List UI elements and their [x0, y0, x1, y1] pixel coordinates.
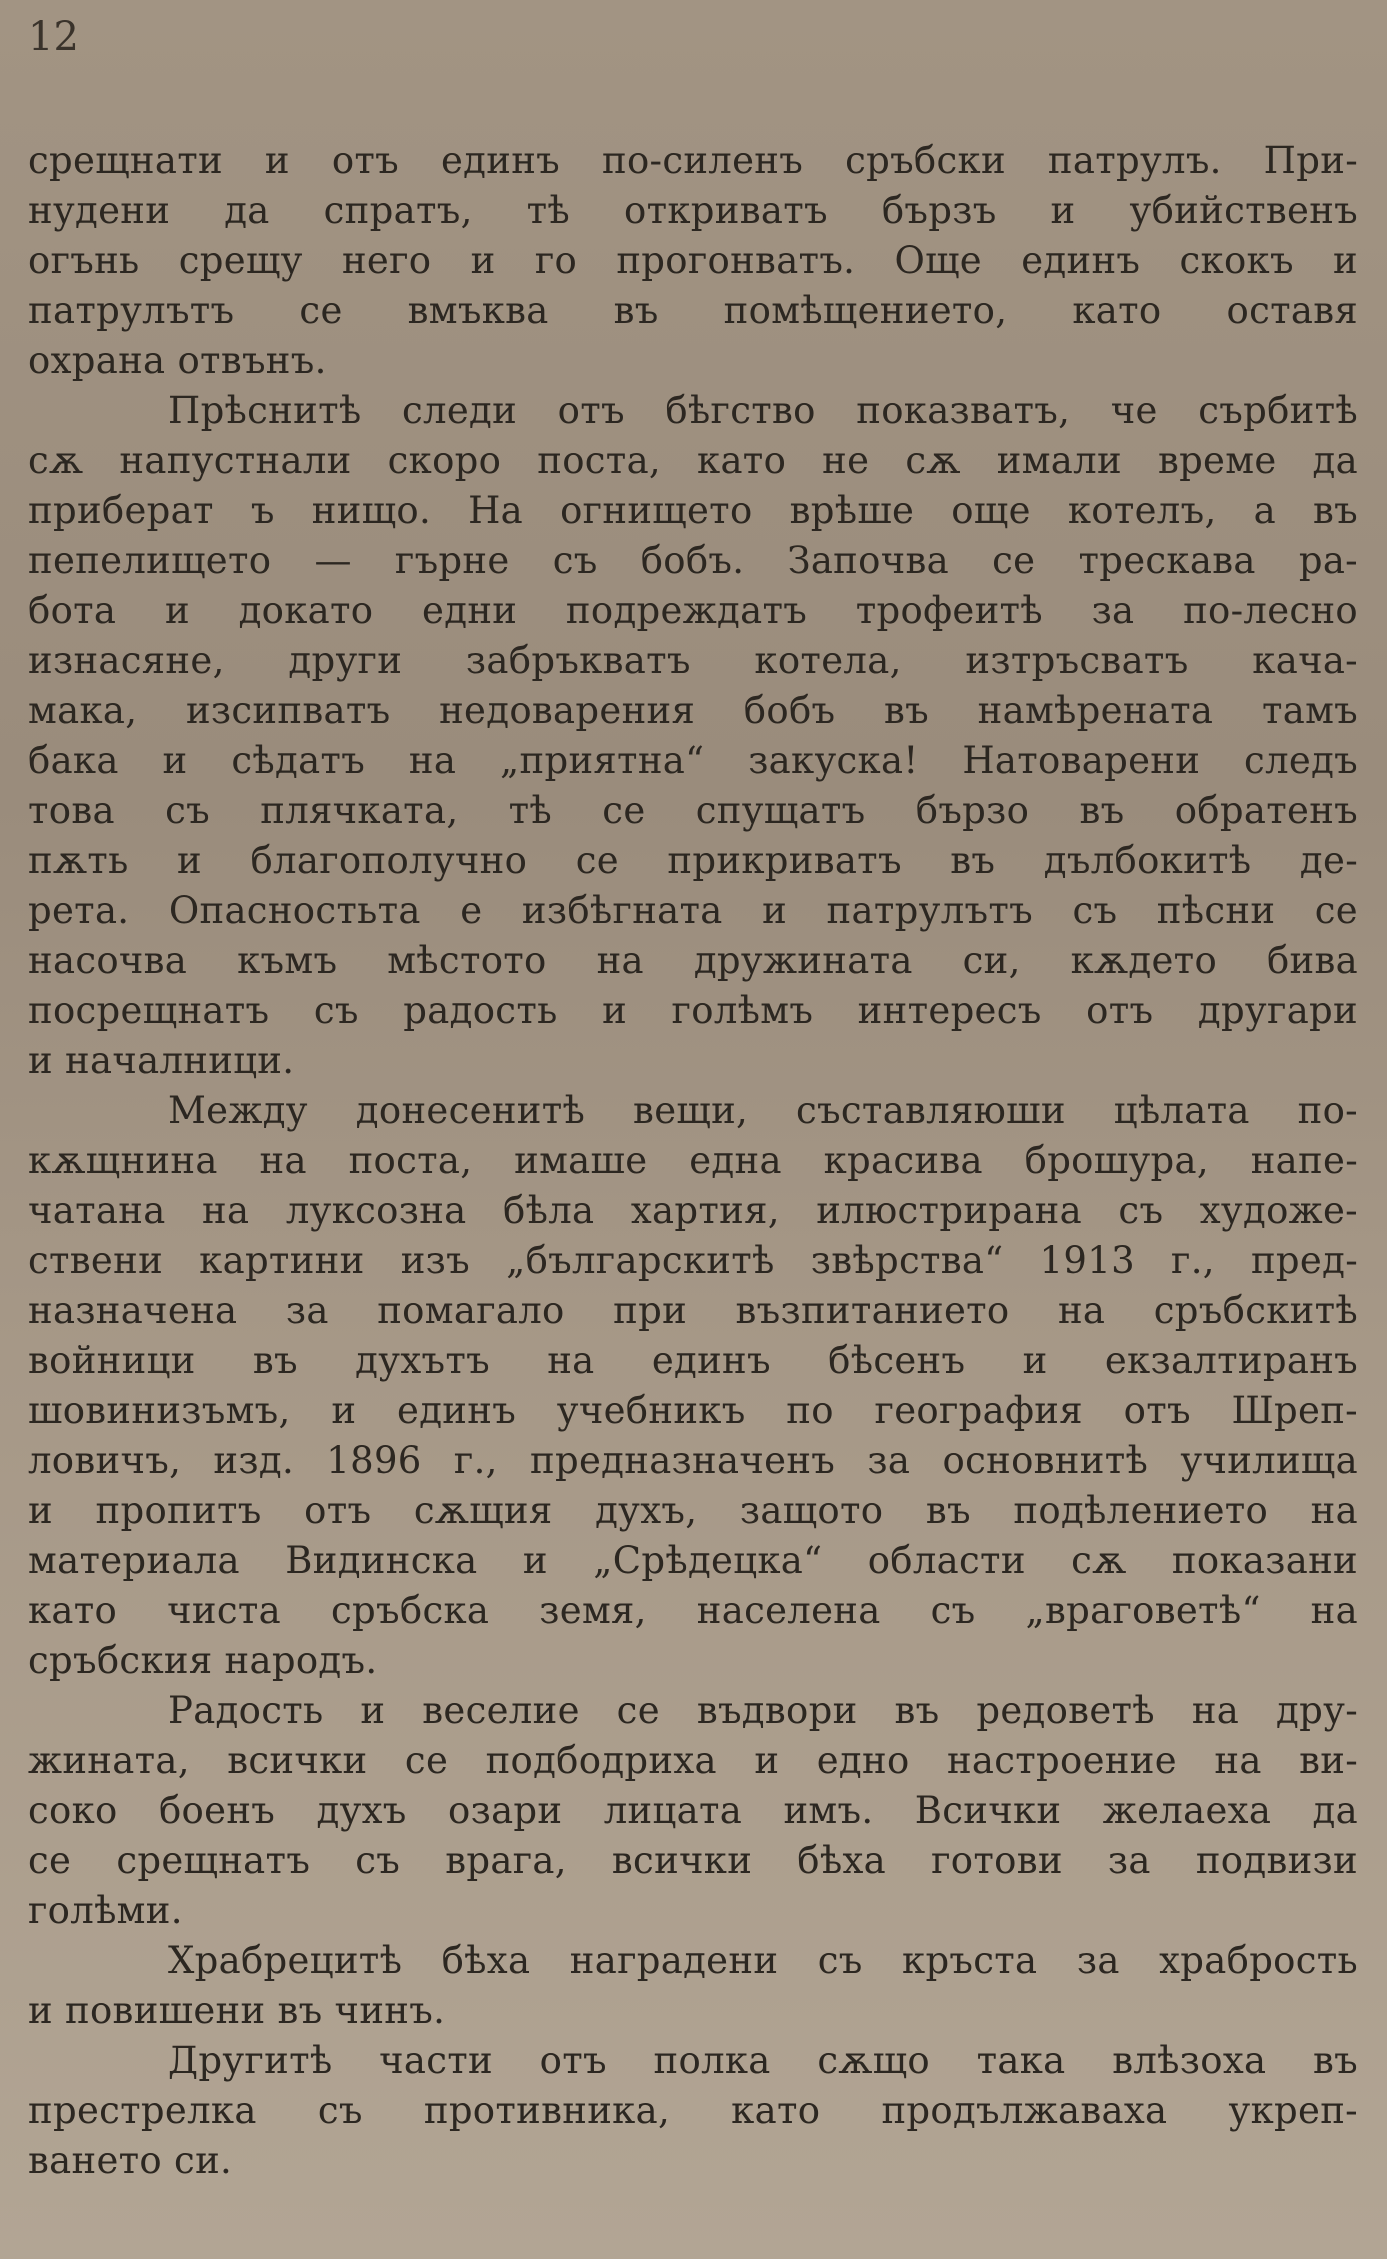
text-line: материала Видинска и „Срѣдецка“ области сѫ показани: [28, 1539, 1358, 1582]
text-line: сѫ напустнали скоро поста, като не сѫ имали време да: [28, 439, 1358, 482]
page-number: 12: [28, 14, 79, 60]
text-line: ването си.: [28, 2139, 233, 2182]
text-line: приберат ъ нищо. На огнището врѣше още котелъ, а въ: [28, 489, 1358, 532]
text-line: огънь срещу него и го прогонватъ. Още единъ скокъ и: [28, 239, 1358, 282]
text-line: соко боенъ духъ озари лицата имъ. Всички желаеха да: [28, 1789, 1358, 1832]
text-line: посрещнатъ съ радость и голѣмъ интересъ отъ другари: [28, 989, 1358, 1032]
paragraph: [28, 1086, 1358, 1686]
text-line: се срещнатъ съ врага, всички бѣха готови за подвизи: [28, 1839, 1358, 1882]
text-line: като чиста сръбска земя, населена съ „враговетѣ“ на: [28, 1589, 1358, 1632]
text-line: Между донесенитѣ вещи, съставляюши цѣлата по-: [168, 1089, 1358, 1132]
paragraph: [28, 1936, 1358, 2036]
paragraph: [28, 1686, 1358, 1936]
paragraph: [28, 386, 1358, 1086]
text-line: и пропитъ отъ сѫщия духъ, защото въ подѣлението на: [28, 1489, 1358, 1532]
text-line: назначена за помагало при възпитанието на сръбскитѣ: [28, 1289, 1358, 1332]
text-line: Прѣснитѣ следи отъ бѣгство показватъ, че сърбитѣ: [168, 389, 1358, 432]
text-line: Другитѣ части отъ полка сѫщо така влѣзоха въ: [168, 2039, 1358, 2082]
paragraph: [28, 136, 1358, 386]
body-text: [28, 136, 1358, 2186]
text-line: нудени да спратъ, тѣ откриватъ бързъ и убийственъ: [28, 189, 1358, 232]
text-line: ловичъ, изд. 1896 г., предназначенъ за основнитѣ училища: [28, 1439, 1358, 1482]
paragraph: [28, 2036, 1358, 2186]
text-line: войници въ духътъ на единъ бѣсенъ и екзалтиранъ: [28, 1339, 1358, 1382]
text-line: Храбрецитѣ бѣха наградени съ кръста за храбрость: [168, 1939, 1358, 1982]
text-line: насочва къмъ мѣстото на дружината си, кѫдето бива: [28, 939, 1358, 982]
text-line: пѫть и благополучно се прикриватъ въ дълбокитѣ де-: [28, 839, 1358, 882]
text-line: пепелището — гърне съ бобъ. Започва се трескава ра-: [28, 539, 1358, 582]
text-line: Радость и веселие се въдвори въ редоветѣ на дру-: [168, 1689, 1358, 1732]
text-line: шовинизъмъ, и единъ учебникъ по география отъ Шреп-: [28, 1389, 1358, 1432]
text-line: патрулътъ се вмъква въ помѣщението, като оставя: [28, 289, 1358, 332]
text-line: бота и докато едни подреждатъ трофеитѣ за по-лесно: [28, 589, 1358, 632]
text-line: и началници.: [28, 1039, 295, 1082]
text-line: сръбския народъ.: [28, 1639, 378, 1682]
text-line: голѣми.: [28, 1889, 183, 1932]
text-line: чатана на луксозна бѣла хартия, илюстрирана съ художе-: [28, 1189, 1358, 1232]
text-line: охрана отвънъ.: [28, 339, 327, 382]
text-line: това съ плячката, тѣ се спущатъ бързо въ обратенъ: [28, 789, 1358, 832]
text-line: бака и сѣдатъ на „приятна“ закуска! Натоварени следъ: [28, 739, 1358, 782]
text-line: и повишени въ чинъ.: [28, 1989, 446, 2032]
text-line: рета. Опасностьта е избѣгната и патрулътъ съ пѣсни се: [28, 889, 1358, 932]
text-line: жината, всички се подбодриха и едно настроение на ви-: [28, 1739, 1358, 1782]
text-line: престрелка съ противника, като продължаваха укреп-: [28, 2089, 1358, 2132]
text-line: изнасяне, други забръкватъ котела, изтръсватъ кача-: [28, 639, 1358, 682]
text-line: ствени картини изъ „българскитѣ звѣрства“ 1913 г., пред-: [28, 1239, 1358, 1282]
text-line: мака, изсипватъ недоварения бобъ въ намѣрената тамъ: [28, 689, 1358, 732]
text-line: кѫщнина на поста, имаше една красива брошура, напе-: [28, 1139, 1358, 1182]
text-line: срещнати и отъ единъ по-силенъ сръбски патрулъ. При-: [28, 139, 1358, 182]
